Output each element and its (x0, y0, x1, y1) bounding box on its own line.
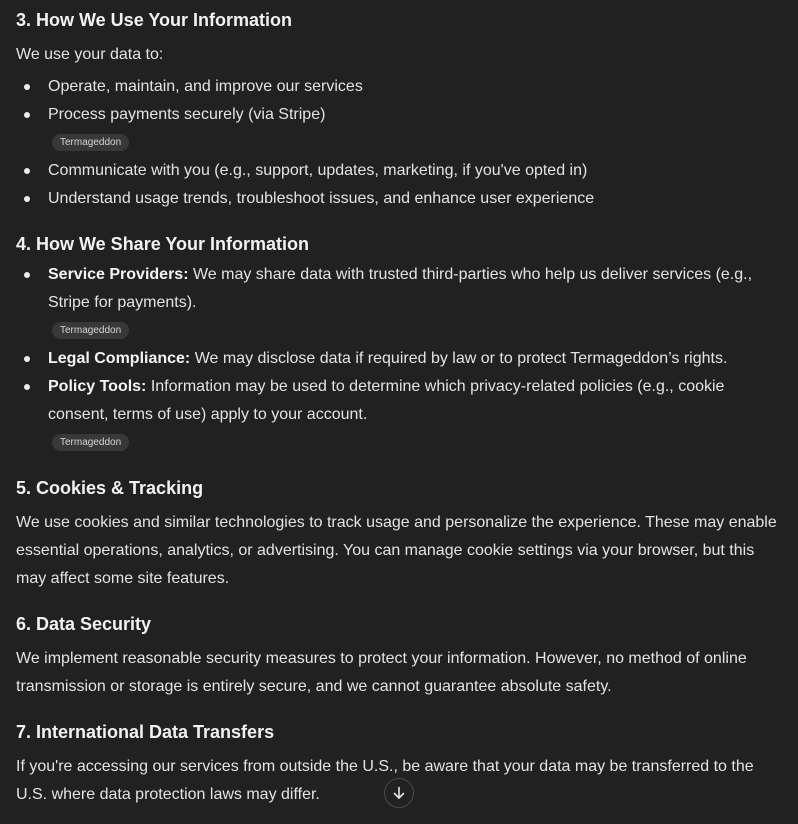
list-item: Communicate with you (e.g., support, updates, marketing, if you've opted in) (16, 157, 786, 185)
item-label: Policy Tools: (48, 378, 147, 395)
citation-row (16, 317, 786, 345)
citation-chip[interactable]: Termageddon (52, 134, 129, 151)
section-heading-share: 4. How We Share Your Information (16, 234, 310, 254)
section-intro: We use your data to: (16, 46, 164, 63)
list-item (16, 373, 786, 429)
section-heading-transfers: 7. International Data Transfers (16, 722, 275, 742)
item-text: Information may be used to determine which privacy-related policies (e.g., cookie consent, terms of use) apply to your account. (48, 378, 725, 423)
section-heading-use: 3. How We Use Your Information (16, 10, 293, 30)
section-body: If you're accessing our services from outside the U.S., be aware that your data may be transferred to the U.S. where data protection laws may differ. (16, 758, 754, 803)
list-item (16, 261, 786, 317)
list-item (16, 345, 786, 373)
citation-chip[interactable]: Termageddon (52, 322, 129, 339)
citation-row (16, 429, 786, 457)
list-item: Understand usage trends, troubleshoot issues, and enhance user experience (16, 185, 786, 213)
section-heading-cookies: 5. Cookies & Tracking (16, 478, 204, 498)
item-text: We may share data with trusted third-parties who help us deliver services (e.g., Stripe for payments). (48, 266, 753, 311)
item-label: Legal Compliance: (48, 350, 191, 367)
share-list (16, 261, 786, 457)
section-body: We use cookies and similar technologies to track usage and personalize the experience. These may enable essential operations, analytics, or advertising. You can manage cookie settings via your browser, but this may affect some site features. (16, 514, 777, 587)
section-body: We implement reasonable security measures to protect your information. However, no method of online transmission or storage is entirely secure, and we cannot guarantee absolute safety. (16, 650, 747, 695)
list-item: Operate, maintain, and improve our services (16, 73, 786, 101)
item-text: We may disclose data if required by law or to protect Termageddon’s rights. (190, 350, 728, 367)
item-label: Service Providers: (48, 266, 189, 283)
scroll-to-bottom-button[interactable] (384, 778, 414, 808)
use-list (16, 73, 786, 213)
arrow-down-icon (391, 785, 407, 801)
citation-row (16, 129, 786, 157)
list-item: Process payments securely (via Stripe) (16, 101, 786, 129)
citation-chip[interactable]: Termageddon (52, 434, 129, 451)
section-heading-security: 6. Data Security (16, 614, 152, 634)
